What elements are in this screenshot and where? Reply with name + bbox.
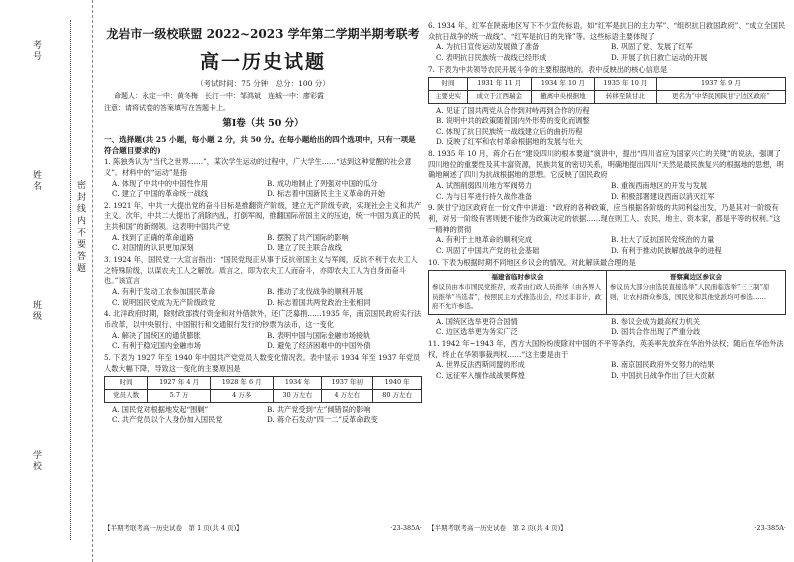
option: C. 边区选举更为务实广泛 <box>436 327 518 337</box>
option: B. 壮大了反抗国民党统治的力量 <box>611 235 715 245</box>
question <box>428 203 786 256</box>
council-left-text: 参议员由本市国民党推荐，或者由行政人员推举（由各界人员推举“当选者”，按照民主方式推选出会，经过非非计，政府不允许参选。 <box>432 282 602 311</box>
question <box>428 258 786 338</box>
option: C. 表明抗日民族统一战线已经形成 <box>436 52 547 62</box>
binding-label-kaohao: 考号 <box>31 40 41 62</box>
binding-dotted-line <box>70 20 71 540</box>
option: C. 为与日军进行持久战作准备 <box>436 191 533 201</box>
option: D. 建立了民主联合战线 <box>267 243 342 253</box>
option: B. 参议会成为最高权力机关 <box>611 316 700 326</box>
option: B. 巩固了党、发展了红军 <box>611 42 693 52</box>
option: C. 巩固了中国共产党的社会基础 <box>436 246 540 256</box>
option: D. 中国抗日战争作出了巨大贡献 <box>611 371 715 381</box>
page-footer-right <box>428 524 786 534</box>
footer-code: ·23-385A· <box>390 524 422 533</box>
page-right <box>428 20 786 540</box>
table-cell: 1927 年 4 月 <box>148 377 211 390</box>
table-cell: 转移至陕甘北 <box>595 90 657 103</box>
question-stem: 7. 下表为中共领导农民开展斗争的主要根据地的。表中反映出的核心信息是 <box>428 64 668 74</box>
option: B. 南京国民政府外交努力的结果 <box>611 360 715 370</box>
option: C. 说明国民党成为无产阶级政党 <box>112 297 216 307</box>
option: D. 国共合作出现了严重分歧 <box>611 327 701 337</box>
council-right-text: 参议员大部分由选民直接选举“人民面临选举”三三制”原则，让农村群众参选，国民党和其他党派均可参选…… <box>610 282 770 301</box>
page-footer-left <box>104 524 422 534</box>
option: C. 对国情的认识更加深刻 <box>112 243 194 253</box>
option: A. 体现了中共中的中国性作用 <box>112 178 209 188</box>
option: B. 共产党受到“左”倾错误的影响 <box>267 404 371 414</box>
question-options <box>428 181 786 202</box>
question <box>428 21 786 64</box>
option: D. 反映了红军和农村革命根据地的发展与壮大 <box>436 137 583 147</box>
base-history-table <box>428 77 786 103</box>
table-cell: 1934 年 10 月 <box>531 78 595 91</box>
option: B. 摆脱了共产国际的影响 <box>267 232 349 242</box>
option: D. 标志着国共两党政治主张相同 <box>267 297 371 307</box>
question <box>104 309 422 352</box>
question <box>104 201 422 254</box>
question-stem: 1. 陈独秀认为“当代之世界……”，某次学生运动的过程中，广大学生……“达到这种觉醒的社会意义”。材料中的“运动”是指 <box>104 157 412 177</box>
question <box>104 157 422 200</box>
question-stem: 8. 1935 年 10 月，蒋介石在“建设四川的根本要道”演讲中，提出“四川省应为国家兴亡的关键”的说法，强调了四川地位的重要性及其丰富资源，民族共复的密切关系，明确地提出四川“天然是最民族复兴的根据地的思想，明确地阐述了四川为抗战根据地的思想。它反映了国民政府 <box>428 149 784 180</box>
question-options <box>104 405 422 426</box>
council-left <box>429 271 607 313</box>
question-options <box>104 331 422 352</box>
table-cell: 主要史实 <box>429 90 468 103</box>
binding-label-xuexiao: 学校 <box>31 450 41 472</box>
table-cell: 1937 年 9 月 <box>656 78 785 91</box>
exam-authors: 命题人：永定一中：黄冬梅 长汀一中：邹鸿斌 连城一中：廖彩霞 <box>114 91 324 100</box>
option: C. 建立了中国的革命统一战线 <box>112 189 209 199</box>
table-cell: 1937 年初 <box>322 377 373 390</box>
question-list-left <box>104 157 422 426</box>
question-options <box>104 233 422 254</box>
option: A. 有利于土地革命的顺利完成 <box>436 235 533 245</box>
table-row <box>105 377 422 390</box>
party-membership-table <box>104 376 422 402</box>
option: A. 世界反法西斯同盟的形成 <box>436 360 525 370</box>
question-options <box>428 42 786 63</box>
council-comparison-box <box>428 270 786 314</box>
question-stem: 11. 1942 年~1943 年，西方大国纷纷废除对中国的不平等条约，英美率先放弃在华治外法权；随后在华治外法权，终止在华领事裁判权……”这主要是由于 <box>428 339 784 359</box>
option: D. 开展了抗日救亡运动的开展 <box>611 52 708 62</box>
table-cell: 更名为“中华民国陕甘宁边区政府” <box>656 90 785 103</box>
question-list-right <box>428 21 786 382</box>
question-options <box>428 317 786 338</box>
option: C. 体现了抗日民族统一战线建立后的曲折历程 <box>436 126 583 136</box>
binding-margin <box>0 0 93 562</box>
page-left <box>104 20 422 540</box>
table-cell: 1931 年 11 月 <box>468 78 532 91</box>
option: B. 表明中国与国际金融市场接轨 <box>267 330 371 340</box>
page-title: 高一历史试题 <box>199 50 326 73</box>
council-right-title: 晋察冀边区参议会 <box>670 273 722 282</box>
table-row <box>429 78 786 91</box>
option: B. 重视西南地区的开发与发展 <box>611 181 708 191</box>
council-right <box>607 271 785 313</box>
exam-meta: （考试时间：75 分钟 总分：100 分） <box>196 78 330 88</box>
option: B. 说明中共的政策随着国内外形势的变化而调整 <box>436 116 590 126</box>
option: A. 为抗日宣传运动发展做了准备 <box>436 42 540 52</box>
footer-code: ·23-385A· <box>754 524 786 533</box>
question-options <box>428 360 786 381</box>
exam-note: 注意：请将试卷的答案填写在答题卡上。 <box>104 104 230 113</box>
table-cell: 党员人数 <box>105 389 148 402</box>
question <box>104 353 422 426</box>
option: B. 成功地制止了列强对中国的瓜分 <box>267 178 378 188</box>
section-heading: 一、选择题(共 25 小题，每小题 2 分，共 50 分。在每小题给出的四个选项中，只有一项是符合题目要求的) <box>104 134 416 155</box>
option: B. 推动了北伐战争的顺利开展 <box>267 287 364 297</box>
option: A. 国统区选举更符合国情 <box>436 316 518 326</box>
question <box>428 339 786 382</box>
option: D. 避免了经济困难中的中国外债 <box>267 341 371 351</box>
option: A. 见证了国共两党从合作到对峙再到合作的历程 <box>436 105 590 115</box>
option: D. 积极部署建设西南以消灭红军 <box>611 191 715 201</box>
option: A. 国民党对根据地发起“围剿” <box>112 404 209 414</box>
question-stem: 2. 1921 年，中共一大提出党的奋斗目标是推翻资产阶级，建立无产阶级专政，实现社会主义和共产主义。次年，中共二大提出了消除内乱，打倒军阀，推翻国际帝国主义的压迫，统一中国为真正的民主共和国”的新纲领。这表明中国共产党 <box>104 200 422 232</box>
volume-heading: 第Ⅰ卷（共 50 分） <box>222 117 304 129</box>
exam-header: 龙岩市一级校联盟 2022~2023 学年第二学期半期考联考 <box>106 27 420 41</box>
option: A. 解决了国统区的通货膨胀 <box>112 330 201 340</box>
table-cell: 1934 年 <box>273 377 322 390</box>
council-left-title: 福建省临时参议会 <box>491 273 544 282</box>
table-cell: 成立于江西瑞金 <box>468 90 532 103</box>
table-cell: 4 万多 <box>210 389 273 402</box>
option: D. 有利于推动民族解放战争的进程 <box>611 246 722 256</box>
table-cell: 80 万左右 <box>373 389 422 402</box>
table-cell: 4 万左右 <box>322 389 373 402</box>
table-cell: 时间 <box>105 377 148 390</box>
seal-line-text: 密 封 线 内 不 要 答 题 <box>75 180 85 273</box>
option: A. 有利于发动工农参加国民革命 <box>112 287 216 297</box>
table-cell: 1935 年 10 月 <box>595 78 657 91</box>
question <box>428 65 786 149</box>
table-cell: 1940 年 <box>373 377 422 390</box>
question-stem: 4. 北洋政府时期，除财政部拨付资金和对外借款外，还广泛募捐……1935 年，南京国民政府实行法币改革，以中央银行、中国银行和交通银行发行的钞票为法币，这一变化 <box>104 309 422 330</box>
footer-text: 【半期考联考高一历史试卷 第 1 页(共 4 页)】 <box>104 524 243 533</box>
question-options <box>104 179 422 200</box>
question-options <box>104 287 422 308</box>
table-cell: 时间 <box>429 78 468 91</box>
table-row <box>429 90 786 103</box>
table-cell: 5.7 万 <box>148 389 211 402</box>
question-stem: 6. 1934 年，红军在陕南地区写下不少宣传标语，如“红军是抗日的主力军”、“组织抗日救国政府”、“成立全国民众抗日战争的统一战线”、“红军是抗日的先锋”等。这些标语主要体现了 <box>428 21 786 41</box>
question-options <box>428 106 786 149</box>
table-cell: 撤离中央根据地 <box>531 90 595 103</box>
question-stem: 3. 1924 年，国民党一大宣言指出：“国民党现正从事于反抗帝国主义与军阀，反抗不利于农夫工人之特殊阶级，以谋农夫工人之解放。质言之，即为农夫工人而奋斗，亦即农夫工人为自身而奋斗也。”该宣言 <box>104 255 418 286</box>
question <box>428 149 786 202</box>
question-stem: 5. 下表为 1927 年至 1940 年中国共产党党员人数变化情况表。表中显示 1934 年至 1937 年党员人数大幅下降，导致这一变化的主要原因是 <box>104 353 421 373</box>
option: D. 蒋介石发动“四一二”反革命政变 <box>267 415 378 425</box>
option: C. 有利于稳定国内金融市场 <box>112 341 201 351</box>
table-row <box>105 389 422 402</box>
binding-label-banji: 班级 <box>31 300 41 322</box>
question-stem: 10. 下表为根据时期不同地区乡议会的情况。对此解读最合理的是 <box>428 257 636 267</box>
binding-label-xingming: 姓名 <box>31 170 41 192</box>
option: C. 远征军入缅作战战果辉煌 <box>436 371 525 381</box>
option: C. 共产党员以个人身份加入国民党 <box>112 415 223 425</box>
question-options <box>428 235 786 256</box>
footer-text: 【半期考联考高一历史试卷 第 2 页(共 4 页)】 <box>428 524 567 533</box>
table-cell: 1928 年 6 月 <box>210 377 273 390</box>
option: D. 标志着中国新民主主义革命的开始 <box>267 189 385 199</box>
option: A. 找到了正确的革命道路 <box>112 232 194 242</box>
option: A. 试图削弱四川地方军阀势力 <box>436 181 533 191</box>
question-stem: 9. 陕甘宁边区政府在一份文件中讲道：“政府的各种政策，应当根据各阶级的共同利益出发，乃是其对一阶级有利，对另一阶级有害则便不能作为政策决定的依据……现在则工人、农民、地主、资本家，都是平等的权利。”这一精神的贯彻 <box>428 203 781 234</box>
table-cell: 30 万左右 <box>273 389 322 402</box>
question <box>104 255 422 308</box>
